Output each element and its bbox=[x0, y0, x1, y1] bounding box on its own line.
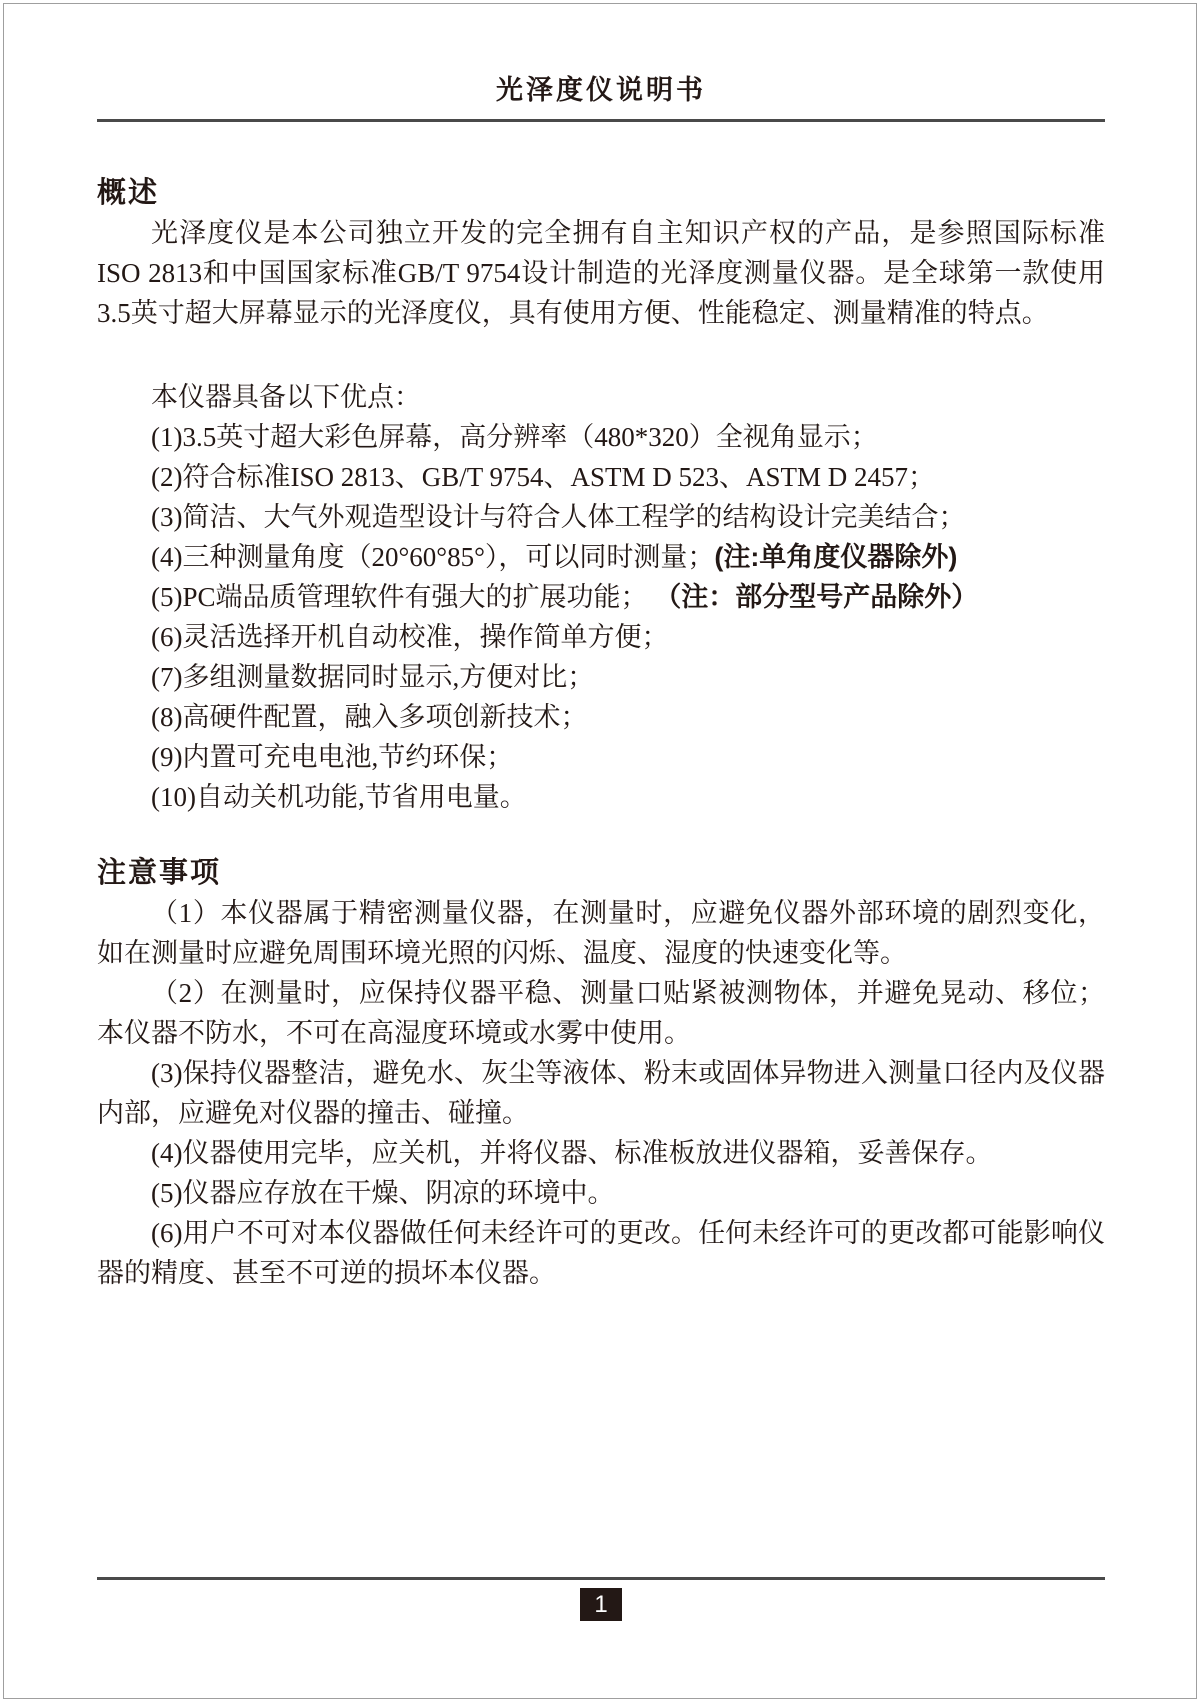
overview-paragraph: 光泽度仪是本公司独立开发的完全拥有自主知识产权的产品，是参照国际标准ISO 2813和中国国家标准GB/T 9754设计制造的光泽度测量仪器。是全球第一款使用3.5英寸超大屏幕显示的光泽度仪，具有使用方便、性能稳定、测量精准的特点。 bbox=[97, 218, 1105, 328]
advantage-item bbox=[151, 737, 1105, 777]
advantage-text: (4)三种测量角度（20°60°85°），可以同时测量； bbox=[151, 542, 715, 572]
advantage-text: (3)简洁、大气外观造型设计与符合人体工程学的结构设计完美结合； bbox=[151, 502, 966, 532]
precaution-item: （1）本仪器属于精密测量仪器，在测量时，应避免仪器外部环境的剧烈变化，如在测量时应避免周围环境光照的闪烁、温度、湿度的快速变化等。 bbox=[97, 898, 1105, 968]
precaution-item: (6)用户不可对本仪器做任何未经许可的更改。任何未经许可的更改都可能影响仪器的精度、甚至不可逆的损坏本仪器。 bbox=[97, 1218, 1105, 1288]
advantage-text: (7)多组测量数据同时显示,方便对比； bbox=[151, 662, 595, 692]
advantage-item bbox=[151, 457, 1105, 497]
overview-heading: 概述 bbox=[97, 177, 160, 209]
advantage-text: (5)PC端品质管理软件有强大的扩展功能； bbox=[151, 582, 655, 612]
advantage-item bbox=[151, 657, 1105, 697]
footer-divider bbox=[97, 1577, 1105, 1580]
advantage-item bbox=[151, 577, 1105, 617]
precaution-item: (5)仪器应存放在干燥、阴凉的环境中。 bbox=[151, 1178, 615, 1208]
advantage-text: (9)内置可充电电池,节约环保； bbox=[151, 742, 514, 772]
advantage-text: (1)3.5英寸超大彩色屏幕，高分辨率（480*320）全视角显示； bbox=[151, 422, 878, 452]
advantage-text: (10)自动关机功能,节省用电量。 bbox=[151, 782, 527, 812]
advantage-item bbox=[151, 777, 1105, 817]
page-content bbox=[97, 0, 1105, 1293]
advantage-item bbox=[151, 417, 1105, 457]
precaution-item: （2）在测量时，应保持仪器平稳、测量口贴紧被测物体，并避免晃动、移位；本仪器不防水，不可在高湿度环境或水雾中使用。 bbox=[97, 978, 1105, 1048]
advantage-text: (2)符合标准ISO 2813、GB/T 9754、ASTM D 523、ASTM D 2457； bbox=[151, 462, 936, 492]
advantage-text: (6)灵活选择开机自动校准，操作简单方便； bbox=[151, 622, 669, 652]
advantage-item bbox=[151, 697, 1105, 737]
advantage-item bbox=[151, 617, 1105, 657]
advantage-item bbox=[151, 497, 1105, 537]
advantage-note: （注：部分型号产品除外） bbox=[654, 582, 979, 612]
precaution-item: (4)仪器使用完毕，应关机，并将仪器、标准板放进仪器箱，妥善保存。 bbox=[151, 1138, 993, 1168]
document-title: 光泽度仪说明书 bbox=[496, 75, 706, 105]
page-number-badge: 1 bbox=[580, 1588, 622, 1621]
advantage-text: (8)高硬件配置，融入多项创新技术； bbox=[151, 702, 588, 732]
header-divider bbox=[97, 119, 1105, 122]
advantages-intro: 本仪器具备以下优点： bbox=[151, 382, 421, 412]
page-footer bbox=[97, 1577, 1105, 1621]
precaution-item: (3)保持仪器整洁，避免水、灰尘等液体、粉末或固体异物进入测量口径内及仪器内部，应避免对仪器的撞击、碰撞。 bbox=[97, 1058, 1105, 1128]
precautions-heading: 注意事项 bbox=[97, 857, 222, 889]
advantages-list bbox=[97, 417, 1105, 817]
advantage-note: (注:单角度仪器除外) bbox=[714, 542, 958, 572]
advantage-item bbox=[151, 537, 1105, 577]
